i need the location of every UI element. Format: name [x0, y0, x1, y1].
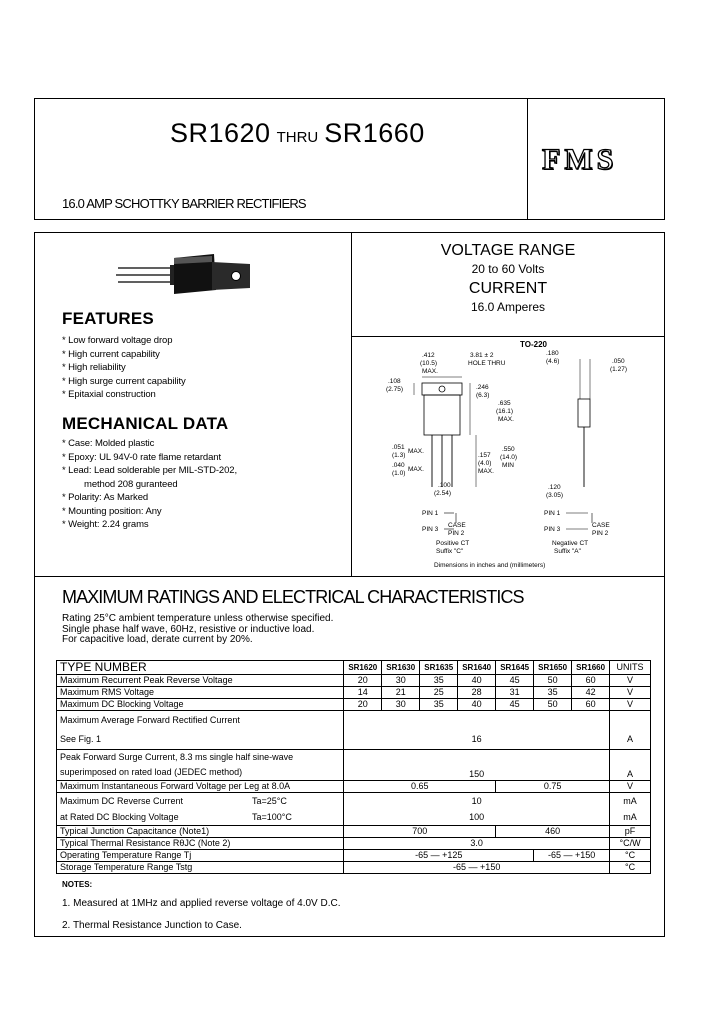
ratings-content: [351, 242, 665, 314]
mechanical-item: * Polarity: As Marked: [62, 492, 149, 503]
condition-line: Rating 25°C ambient temperature unless otherwise specified.: [62, 613, 334, 624]
model-header: SR1635: [420, 661, 458, 675]
svg-text:HOLE THRU: HOLE THRU: [468, 360, 506, 367]
part-from: SR1620: [170, 118, 271, 148]
table-row: Maximum RMS Voltage 14 21 25 28 31 35 42 V: [57, 687, 651, 699]
part-to: SR1660: [324, 118, 425, 148]
fms-logo: FMS: [542, 143, 618, 176]
svg-text:.040: .040: [392, 462, 405, 469]
svg-text:(10.5): (10.5): [420, 360, 437, 367]
feature-item: * High reliability: [62, 362, 126, 373]
subtitle: 16.0 AMP SCHOTTKY BARRIER RECTIFIERS: [62, 196, 306, 211]
svg-text:3.81 ± 2: 3.81 ± 2: [470, 352, 494, 359]
svg-text:.157: .157: [478, 452, 491, 459]
mechanical-item: * Case: Molded plastic: [62, 438, 155, 449]
svg-text:.120: .120: [548, 484, 561, 491]
feature-item: * Low forward voltage drop: [62, 335, 173, 346]
svg-text:(2.54): (2.54): [434, 490, 451, 497]
part-title: [170, 118, 425, 149]
table-row: Maximum Average Forward Rectified Current See Fig. 1 16 A: [57, 711, 651, 750]
model-header: SR1660: [572, 661, 610, 675]
svg-text:.180: .180: [546, 350, 559, 357]
model-header: SR1620: [344, 661, 382, 675]
table-row: Maximum Recurrent Peak Reverse Voltage 20 30 35 40 45 50 60 V: [57, 675, 651, 687]
svg-text:(14.0): (14.0): [500, 454, 517, 461]
svg-text:(16.1): (16.1): [496, 408, 513, 415]
svg-text:(1.27): (1.27): [610, 366, 627, 373]
svg-text:Dimensions in inches and (mill: Dimensions in inches and (millimeters): [434, 562, 546, 569]
svg-text:MIN: MIN: [502, 462, 514, 469]
svg-text:MAX.: MAX.: [498, 416, 514, 423]
voltage-range-value: 20 to 60 Volts: [471, 262, 545, 276]
table-row: Maximum DC Reverse Current Ta=25°C at Rated DC Blocking Voltage Ta=100°C 10 100 mA mA: [57, 793, 651, 826]
svg-text:Negative CT: Negative CT: [552, 540, 589, 547]
feature-item: * Epitaxial construction: [62, 389, 156, 400]
svg-text:PIN 3: PIN 3: [544, 526, 561, 533]
svg-text:.635: .635: [498, 400, 511, 407]
svg-text:CASE: CASE: [592, 522, 610, 529]
mechanical-item: * Mounting position: Any: [62, 505, 162, 517]
condition-line: For capacitive load, derate current by 20%.: [62, 634, 253, 645]
features-list: [62, 334, 186, 402]
table-row: Maximum Instantaneous Forward Voltage per Leg at 8.0A 0.65 0.75 V: [57, 781, 651, 793]
mechanical-list: [62, 437, 237, 532]
to220-diagram: [352, 337, 664, 576]
current-title: CURRENT: [468, 280, 548, 297]
mechanical-title: MECHANICAL DATA: [62, 414, 229, 433]
package-label: TO-220: [520, 340, 547, 349]
feature-item: * High current capability: [62, 348, 160, 360]
features-title: FEATURES: [62, 309, 154, 328]
svg-text:MAX.: MAX.: [408, 448, 424, 455]
model-header: SR1640: [458, 661, 496, 675]
table-row: Peak Forward Surge Current, 8.3 ms single half sine-wave superimposed on rated load (JEDEC method) 150 A: [57, 750, 651, 781]
note-1: 1. Measured at 1MHz and applied reverse voltage of 4.0V D.C.: [62, 898, 341, 909]
table-header: [57, 661, 651, 675]
table-row: Storage Temperature Range Tstg -65 — +150 °C: [57, 862, 651, 874]
mechanical-item: * Epoxy: UL 94V-0 rate flame retardant: [62, 451, 222, 463]
svg-text:PIN 1: PIN 1: [544, 510, 561, 517]
svg-text:(6.3): (6.3): [476, 392, 490, 399]
type-number-label: TYPE NUMBER: [57, 661, 344, 675]
notes-title: NOTES:: [62, 880, 93, 889]
svg-text:Suffix "A": Suffix "A": [554, 548, 581, 555]
ratings-table: [56, 660, 651, 874]
svg-text:Positive CT: Positive CT: [436, 540, 470, 547]
model-header: SR1630: [382, 661, 420, 675]
svg-text:(1.0): (1.0): [392, 470, 406, 477]
voltage-range-title: VOLTAGE RANGE: [440, 242, 576, 259]
svg-text:(4.6): (4.6): [546, 358, 560, 365]
conditions: [62, 614, 333, 646]
feature-item: * High surge current capability: [62, 375, 186, 387]
svg-text:.051: .051: [392, 444, 405, 451]
mechanical-item: method 208 guranteed: [84, 478, 178, 490]
svg-text:PIN 2: PIN 2: [592, 530, 609, 537]
table-row: Maximum DC Blocking Voltage 20 30 35 40 45 50 60 V: [57, 699, 651, 711]
current-value: 16.0 Amperes: [470, 300, 546, 314]
svg-text:(2.75): (2.75): [386, 386, 403, 393]
table-row: Typical Thermal Resistance RθJC (Note 2) 3.0 °C/W: [57, 838, 651, 850]
notes: [62, 880, 340, 931]
svg-text:.550: .550: [502, 446, 515, 453]
svg-text:PIN 2: PIN 2: [448, 530, 465, 537]
table-row: Typical Junction Capacitance (Note1) 700 460 pF: [57, 826, 651, 838]
max-ratings-title: MAXIMUM RATINGS AND ELECTRICAL CHARACTERISTICS: [62, 587, 524, 607]
table-row: Operating Temperature Range Tj -65 — +125 -65 — +150 °C: [57, 850, 651, 862]
condition-line: Single phase half wave, 60Hz, resistive or inductive load.: [62, 623, 315, 635]
svg-text:MAX.: MAX.: [408, 466, 424, 473]
svg-text:.108: .108: [388, 378, 401, 385]
svg-text:.412: .412: [422, 352, 435, 359]
units-header: UNITS: [610, 661, 651, 675]
svg-text:PIN 1: PIN 1: [422, 510, 439, 517]
package-image: [112, 250, 262, 302]
svg-text:MAX.: MAX.: [422, 368, 438, 375]
model-header: SR1650: [534, 661, 572, 675]
svg-text:.100: .100: [438, 482, 451, 489]
note-2: 2. Thermal Resistance Junction to Case.: [62, 920, 242, 931]
svg-text:(3.05): (3.05): [546, 492, 563, 499]
svg-text:.050: .050: [612, 358, 625, 365]
svg-text:(1.3): (1.3): [392, 452, 406, 459]
svg-text:CASE: CASE: [448, 522, 466, 529]
svg-text:Suffix "C": Suffix "C": [436, 548, 464, 555]
svg-text:.246: .246: [476, 384, 489, 391]
svg-text:PIN 3: PIN 3: [422, 526, 439, 533]
svg-text:(4.0): (4.0): [478, 460, 492, 467]
model-header: SR1645: [496, 661, 534, 675]
svg-text:MAX.: MAX.: [478, 468, 494, 475]
mechanical-item: * Lead: Lead solderable per MIL-STD-202,: [62, 465, 238, 476]
mechanical-item: * Weight: 2.24 grams: [62, 519, 149, 530]
thru-label: THRU: [276, 129, 319, 146]
